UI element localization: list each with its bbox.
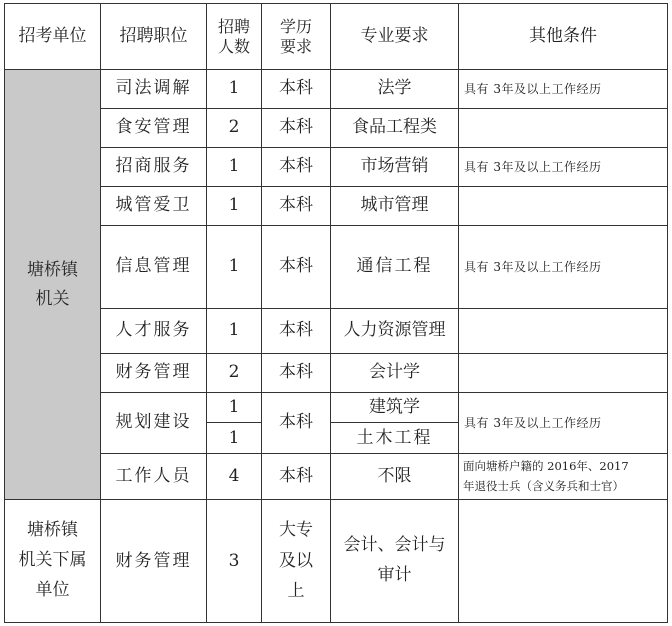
table-row <box>5 308 668 353</box>
position-cell: 规划建设 <box>101 392 207 453</box>
header-count-line-1: 招聘 <box>217 16 250 36</box>
unit-line: 机关 <box>35 288 70 309</box>
education-cell: 本科 <box>262 186 331 225</box>
count-cell: 1 <box>207 70 262 109</box>
count-cell: 1 <box>207 186 262 225</box>
header-major: 专业要求 <box>331 4 459 70</box>
unit-cell-subordinate <box>5 500 101 623</box>
other-cell <box>459 308 668 353</box>
major-line: 会计、会计与 <box>343 535 446 556</box>
count-cell: 2 <box>207 353 262 392</box>
education-cell: 本科 <box>262 453 331 499</box>
header-position: 招聘职位 <box>101 4 207 70</box>
education-cell: 本科 <box>262 70 331 109</box>
major-cell: 土木工程 <box>331 423 459 454</box>
other-cell <box>459 108 668 147</box>
table-row <box>5 147 668 186</box>
major-cell: 市场营销 <box>331 147 459 186</box>
position-cell: 招商服务 <box>101 147 207 186</box>
education-cell: 本科 <box>262 353 331 392</box>
count-cell: 1 <box>207 225 262 308</box>
major-cell: 不限 <box>331 453 459 499</box>
header-row <box>5 4 668 70</box>
table-row <box>5 70 668 109</box>
position-cell: 财务管理 <box>101 353 207 392</box>
other-cell: 具有 3年及以上工作经历 <box>459 392 668 453</box>
other-cell <box>459 453 668 499</box>
position-cell: 人才服务 <box>101 308 207 353</box>
header-unit: 招考单位 <box>5 4 101 70</box>
major-cell: 食品工程类 <box>331 108 459 147</box>
education-cell: 本科 <box>262 392 331 453</box>
table-row <box>5 186 668 225</box>
major-line: 审计 <box>377 565 412 586</box>
header-other: 其他条件 <box>459 4 668 70</box>
education-cell: 本科 <box>262 147 331 186</box>
education-cell: 本科 <box>262 308 331 353</box>
recruitment-table <box>4 3 668 623</box>
header-education-line-1: 学历 <box>279 16 312 36</box>
unit-line: 机关下属 <box>18 550 87 571</box>
header-count <box>207 4 262 70</box>
position-cell: 司法调解 <box>101 70 207 109</box>
header-education-line-2: 要求 <box>279 36 312 56</box>
other-line: 年退役士兵（含义务兵和士官） <box>463 479 624 494</box>
education-cell: 本科 <box>262 108 331 147</box>
table-row <box>5 453 668 499</box>
table-row <box>5 500 668 623</box>
education-line: 上 <box>287 581 305 602</box>
major-cell: 会计学 <box>331 353 459 392</box>
education-cell: 本科 <box>262 225 331 308</box>
other-cell: 具有 3年及以上工作经历 <box>459 225 668 308</box>
major-cell: 法学 <box>331 70 459 109</box>
major-cell: 建筑学 <box>331 392 459 423</box>
unit-cell-town-office <box>5 70 101 500</box>
education-line: 大专 <box>279 520 313 541</box>
education-cell <box>262 500 331 623</box>
unit-line: 塘桥镇 <box>27 259 78 280</box>
other-cell: 具有 3年及以上工作经历 <box>459 147 668 186</box>
table-row <box>5 392 668 423</box>
position-cell: 信息管理 <box>101 225 207 308</box>
count-cell: 3 <box>207 500 262 623</box>
count-cell: 4 <box>207 453 262 499</box>
position-cell: 食安管理 <box>101 108 207 147</box>
other-cell <box>459 353 668 392</box>
other-line: 面向塘桥户籍的 2016年、2017 <box>463 459 629 474</box>
count-cell: 1 <box>207 392 262 423</box>
table-row <box>5 108 668 147</box>
unit-line: 单位 <box>35 579 70 600</box>
position-cell: 城管爱卫 <box>101 186 207 225</box>
count-cell: 1 <box>207 308 262 353</box>
table-row <box>5 353 668 392</box>
position-cell: 财务管理 <box>101 500 207 623</box>
major-cell <box>331 500 459 623</box>
position-cell: 工作人员 <box>101 453 207 499</box>
header-education <box>262 4 331 70</box>
table-row <box>5 225 668 308</box>
education-line: 及以 <box>279 550 313 571</box>
other-cell: 具有 3年及以上工作经历 <box>459 70 668 109</box>
count-cell: 1 <box>207 423 262 454</box>
other-cell <box>459 186 668 225</box>
header-count-line-2: 人数 <box>217 36 250 56</box>
count-cell: 1 <box>207 147 262 186</box>
count-cell: 2 <box>207 108 262 147</box>
major-cell: 城市管理 <box>331 186 459 225</box>
major-cell: 通信工程 <box>331 225 459 308</box>
major-cell: 人力资源管理 <box>331 308 459 353</box>
other-cell <box>459 500 668 623</box>
unit-line: 塘桥镇 <box>27 520 78 541</box>
